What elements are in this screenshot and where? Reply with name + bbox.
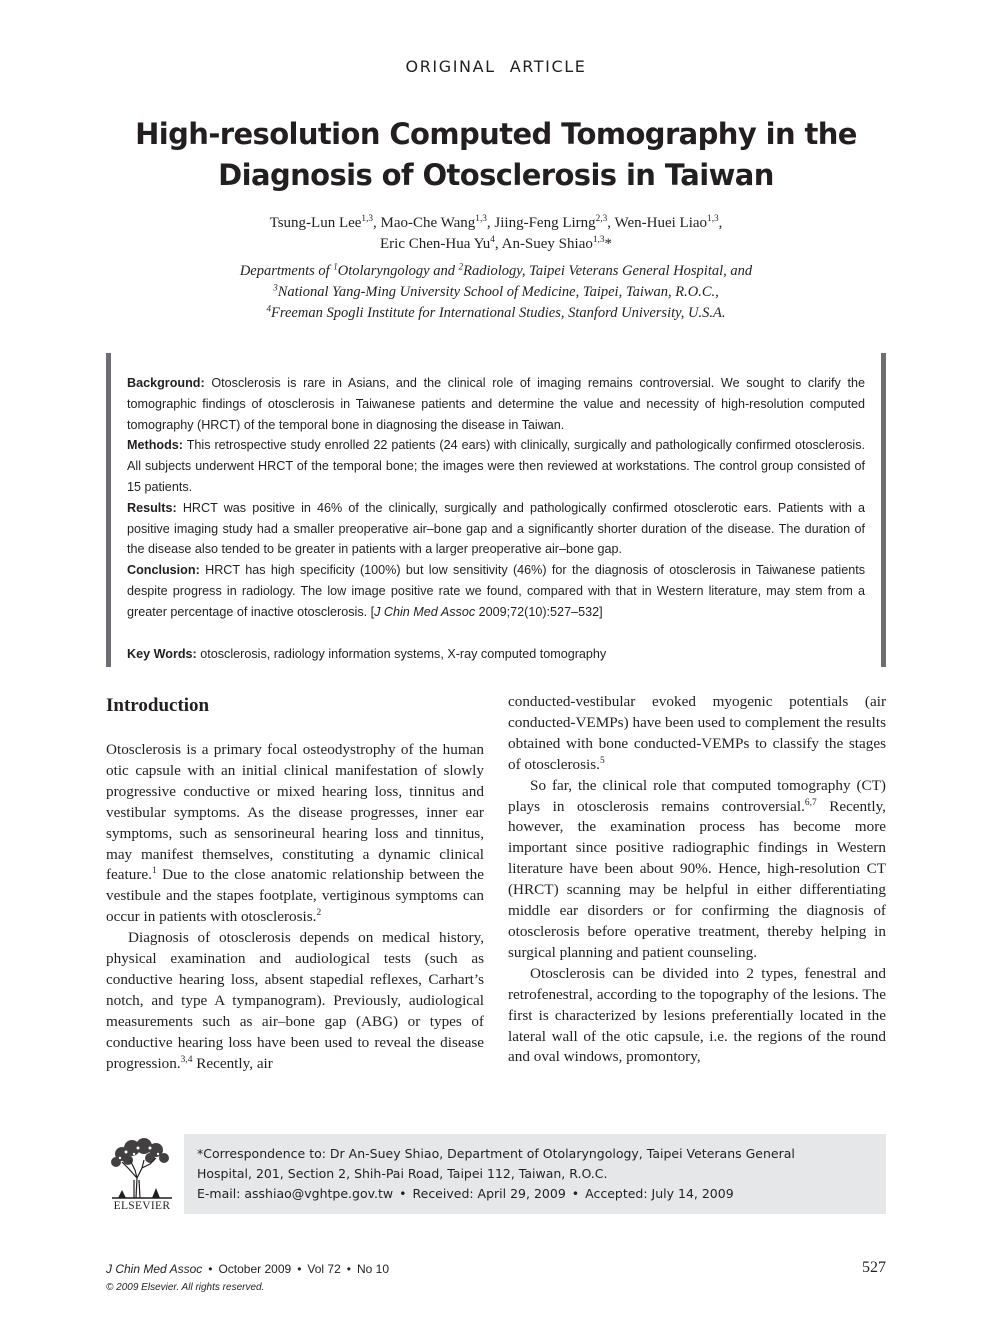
article-type-label	[0, 57, 992, 76]
author-name: Eric Chen-Hua Yu	[380, 236, 491, 252]
article-title	[96, 114, 896, 196]
correspondence-line-1: *Correspondence to: Dr An-Suey Shiao, Department of Otolaryngology, Taipei Veterans General	[197, 1146, 795, 1161]
journal-footer: J Chin Med Assoc • October 2009 • Vol 72 • No 10	[106, 1262, 389, 1276]
body-paragraph: conducted-vestibular evoked myogenic potentials (air conducted-VEMPs) have been used to complement the results obtained with bone conducted-VEMPs to classify the stages of otosclerosis.$^5$	[508, 693, 886, 773]
body-column-left	[106, 692, 484, 1075]
affiliations	[96, 261, 896, 324]
author-name: An-Suey Shiao	[501, 236, 593, 252]
footer-journal: J Chin Med Assoc	[106, 1262, 203, 1276]
author-name: Tsung-Lun Lee	[269, 215, 362, 231]
article-type-word-2: ARTICLE	[509, 57, 587, 76]
author-affiliation-marker: 4	[490, 235, 495, 246]
reference-marker: 5	[599, 755, 605, 766]
reference-marker: 3,4	[180, 1054, 193, 1065]
elsevier-wordmark: ELSEVIER	[113, 1200, 171, 1212]
correspondence-box	[184, 1134, 886, 1214]
correspondence-line-3: E-mail: asshiao@vghtpe.gov.tw • Received: April 29, 2009 • Accepted: July 14, 2009	[197, 1186, 734, 1201]
abstract-results: Results: HRCT was positive in 46% of the clinically, surgically and pathologically confirmed otosclerotic ears. Patients with a positive imaging study had a smaller preoperative air–bone gap and a significantly shorter duration of the disease. The duration of the disease also tended to be greater in patients with a larger preoperative air–bone gap.	[127, 500, 865, 557]
correspondence-line-2: Hospital, 201, Section 2, Shih-Pai Road, Taipei 112, Taiwan, R.O.C.	[197, 1166, 608, 1181]
abstract-conclusion: Conclusion: HRCT has high specificity (100%) but low sensitivity (46%) for the diagnosis of otosclerosis in Taiwanese patients despite progress in radiology. The low image positive rate we found, compared with that in Western literature, may stem from a greater percentage of inactive otosclerosis. [J Chin Med Assoc 2009;72(10):527–532]	[127, 563, 865, 619]
accepted-date: Accepted: July 14, 2009	[585, 1186, 734, 1201]
abstract-methods: Methods: This retrospective study enrolled 22 patients (24 ears) with clinically, surgically and pathologically confirmed otosclerosis. All subjects underwent HRCT of the temporal bone; the images were then reviewed at workstations. The control group consisted of 15 patients.	[127, 438, 865, 494]
body-paragraph: So far, the clinical role that computed tomography (CT) plays in otosclerosis remains controversial.$^{6,7}$ Recently, however, the examination process has become more important since positive radiographic findings in Western literature have been about 90%. Hence, high-resolution CT (HRCT) scanning may be helpful in either differentiating middle ear disorders or for confirming the diagnosis of otosclerosis before operative treatment, thereby helping in surgical planning and patient counseling.	[508, 776, 886, 961]
footer-issue: No 10	[356, 1262, 389, 1276]
body-paragraph: Otosclerosis can be divided into 2 types, fenestral and retrofenestral, according to the topography of the lesions. The first is characterized by lesions preferentially located in the lateral wall of the otic capsule, i.e. the regions of the round and oval windows, promontory,	[508, 964, 886, 1066]
copyright-notice: © 2009 Elsevier. All rights reserved.	[106, 1282, 265, 1293]
article-type-word-1: ORIGINAL	[405, 57, 496, 76]
section-heading-introduction: Introduction	[106, 695, 210, 716]
title-line-2: Diagnosis of Otosclerosis in Taiwan	[218, 158, 774, 192]
author-list: Tsung-Lun Lee$^{1,3}$, Mao-Che Wang$^{1,3}$, Jiing-Feng Lirng$^{2,3}$, Wen-Huei Liao$^{1,3}$, Eric Chen-Hua Yu$^4$, An-Suey Shiao$^{1,3}$*	[269, 214, 723, 252]
corresponding-author-mark: *	[604, 236, 612, 252]
abstract-box	[106, 353, 886, 667]
reference-marker: 6,7	[804, 797, 817, 808]
title-line-1: High-resolution Computed Tomography in the	[135, 117, 857, 151]
author-affiliation-marker: 1,3	[475, 214, 487, 225]
author-affiliation-marker: 1,3	[361, 214, 374, 225]
body-column-right	[508, 692, 886, 1068]
body-paragraph: Otosclerosis is a primary focal osteodystrophy of the human otic capsule with an initial clinical manifestation of slowly progressive conductive or mixed hearing loss, tinnitus and vestibular symptoms. As the disease progresses, inner ear symptoms, such as sensorineural hearing loss and tinnitus, may manifest themselves, constituting a dynamic clinical feature.$^1$ Due to the close anatomic relationship between the vestibule and the stapes footplate, vertiginous symptoms can occur in patients with otosclerosis.$^2$	[106, 741, 484, 926]
reference-marker: 1	[151, 866, 157, 877]
author-name: Jiing-Feng Lirng	[494, 215, 596, 231]
received-date: Received: April 29, 2009	[412, 1186, 566, 1201]
author-affiliation-marker: 1,3	[707, 214, 719, 225]
author-affiliation-marker: 2,3	[595, 214, 608, 225]
footer-volume: Vol 72	[307, 1262, 341, 1276]
abstract-keywords: Key Words: otosclerosis, radiology information systems, X-ray computed tomography	[127, 646, 607, 661]
author-name: Wen-Huei Liao	[614, 215, 708, 231]
correspondence-email[interactable]: E-mail: asshiao@vghtpe.gov.tw	[197, 1186, 394, 1201]
affiliation-line-1: Departments of $^1$Otolaryngology and $^2$Radiology, Taipei Veterans General Hospital, and	[239, 261, 753, 279]
reference-marker: 2	[316, 908, 322, 919]
author-name: Mao-Che Wang	[380, 215, 476, 231]
footer-date: October 2009	[218, 1262, 292, 1276]
author-affiliation-marker: 1,3	[592, 235, 605, 246]
body-paragraph: Diagnosis of otosclerosis depends on medical history, physical examination and audiological tests (such as conductive hearing loss, absent stapedial reflexes, Carhart’s notch, and type A tympanogram). Previously, audiological measurements such as air–bone gap (ABG) or types of conductive hearing loss have been used to reveal the disease progression.$^{3,4}$ Recently, air	[106, 929, 484, 1072]
affiliation-line-3: $^4$Freeman Spogli Institute for International Studies, Stanford University, U.S.A.	[266, 303, 726, 321]
page-number: 527	[862, 1259, 886, 1276]
publisher-logo	[106, 1134, 178, 1214]
citation-journal: J Chin Med Assoc	[374, 604, 476, 619]
abstract-background: Background: Otosclerosis is rare in Asians, and the clinical role of imaging remains controversial. We sought to clarify the tomographic findings of otosclerosis in Taiwanese patients and determine the value and necessity of high-resolution computed tomography (HRCT) of the temporal bone in diagnosing the disease in Taiwan.	[127, 376, 865, 432]
affiliation-line-2: $^3$National Yang-Ming University School of Medicine, Taipei, Taiwan, R.O.C.,	[273, 282, 719, 300]
